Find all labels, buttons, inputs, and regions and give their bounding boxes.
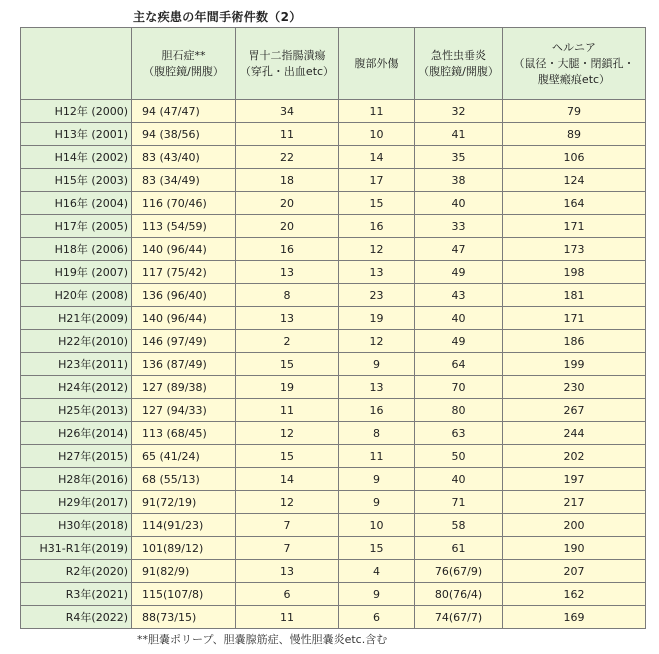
cell-ulcer: 22 (236, 146, 339, 169)
cell-hernia: 124 (503, 169, 646, 192)
cell-appendicitis: 33 (415, 215, 503, 238)
cell-gallstone: 116 (70/46) (132, 192, 236, 215)
cell-appendicitis: 80(76/4) (415, 583, 503, 606)
cell-hernia: 267 (503, 399, 646, 422)
cell-gallstone: 114(91/23) (132, 514, 236, 537)
table-row (21, 399, 646, 422)
header-appendicitis-line2: （腹腔鏡/開腹） (418, 64, 499, 78)
cell-hernia: 89 (503, 123, 646, 146)
cell-trauma: 13 (339, 376, 415, 399)
cell-appendicitis: 32 (415, 100, 503, 123)
cell-ulcer: 15 (236, 353, 339, 376)
cell-appendicitis: 64 (415, 353, 503, 376)
cell-ulcer: 15 (236, 445, 339, 468)
cell-ulcer: 2 (236, 330, 339, 353)
cell-gallstone: 113 (54/59) (132, 215, 236, 238)
table-row (21, 422, 646, 445)
cell-gallstone: 127 (94/33) (132, 399, 236, 422)
cell-hernia: 230 (503, 376, 646, 399)
cell-gallstone: 115(107/8) (132, 583, 236, 606)
cell-ulcer: 7 (236, 514, 339, 537)
cell-gallstone: 91(72/19) (132, 491, 236, 514)
header-hernia (503, 28, 646, 100)
cell-hernia: 164 (503, 192, 646, 215)
header-trauma (339, 28, 415, 100)
header-ulcer (236, 28, 339, 100)
cell-gallstone: 88(73/15) (132, 606, 236, 629)
cell-appendicitis: 40 (415, 192, 503, 215)
cell-gallstone: 117 (75/42) (132, 261, 236, 284)
cell-ulcer: 16 (236, 238, 339, 261)
cell-trauma: 11 (339, 100, 415, 123)
cell-trauma: 4 (339, 560, 415, 583)
table-row (21, 169, 646, 192)
cell-hernia: 162 (503, 583, 646, 606)
cell-year: H31-R1年(2019) (21, 537, 132, 560)
cell-hernia: 169 (503, 606, 646, 629)
cell-appendicitis: 71 (415, 491, 503, 514)
cell-gallstone: 146 (97/49) (132, 330, 236, 353)
cell-appendicitis: 35 (415, 146, 503, 169)
cell-gallstone: 94 (38/56) (132, 123, 236, 146)
cell-hernia: 217 (503, 491, 646, 514)
cell-trauma: 13 (339, 261, 415, 284)
table-row (21, 284, 646, 307)
cell-ulcer: 6 (236, 583, 339, 606)
cell-appendicitis: 58 (415, 514, 503, 537)
cell-gallstone: 127 (89/38) (132, 376, 236, 399)
table-row (21, 330, 646, 353)
cell-ulcer: 12 (236, 491, 339, 514)
cell-gallstone: 94 (47/47) (132, 100, 236, 123)
cell-year: H13年 (2001) (21, 123, 132, 146)
cell-year: H15年 (2003) (21, 169, 132, 192)
cell-ulcer: 13 (236, 307, 339, 330)
cell-appendicitis: 80 (415, 399, 503, 422)
cell-gallstone: 91(82/9) (132, 560, 236, 583)
cell-trauma: 16 (339, 399, 415, 422)
cell-ulcer: 19 (236, 376, 339, 399)
cell-year: H27年(2015) (21, 445, 132, 468)
header-ulcer-line2: （穿孔・出血etc） (239, 64, 335, 78)
table-row (21, 215, 646, 238)
table-row (21, 491, 646, 514)
cell-ulcer: 8 (236, 284, 339, 307)
table-row (21, 307, 646, 330)
cell-trauma: 15 (339, 192, 415, 215)
table-row (21, 238, 646, 261)
cell-hernia: 171 (503, 307, 646, 330)
cell-appendicitis: 47 (415, 238, 503, 261)
cell-year: H26年(2014) (21, 422, 132, 445)
cell-hernia: 181 (503, 284, 646, 307)
cell-year: H23年(2011) (21, 353, 132, 376)
cell-gallstone: 83 (43/40) (132, 146, 236, 169)
cell-ulcer: 11 (236, 123, 339, 146)
cell-appendicitis: 41 (415, 123, 503, 146)
cell-trauma: 9 (339, 468, 415, 491)
table-row (21, 537, 646, 560)
cell-trauma: 8 (339, 422, 415, 445)
table-row (21, 606, 646, 629)
cell-trauma: 9 (339, 353, 415, 376)
surgery-count-table (20, 27, 646, 629)
cell-year: H20年 (2008) (21, 284, 132, 307)
cell-ulcer: 11 (236, 399, 339, 422)
cell-trauma: 9 (339, 491, 415, 514)
page-title: 主な疾患の年間手術件数（2） (133, 10, 302, 24)
cell-year: H17年 (2005) (21, 215, 132, 238)
cell-gallstone: 101(89/12) (132, 537, 236, 560)
cell-year: H18年 (2006) (21, 238, 132, 261)
cell-appendicitis: 74(67/7) (415, 606, 503, 629)
table-row (21, 123, 646, 146)
table-body (21, 100, 646, 629)
cell-trauma: 10 (339, 123, 415, 146)
cell-hernia: 106 (503, 146, 646, 169)
table-row (21, 100, 646, 123)
cell-year: H30年(2018) (21, 514, 132, 537)
cell-year: H19年 (2007) (21, 261, 132, 284)
header-hernia-line2: （鼠径・大腿・閉鎖孔・ (513, 56, 635, 70)
cell-trauma: 6 (339, 606, 415, 629)
table-row (21, 560, 646, 583)
header-gallstone-line2: （腹腔鏡/開腹） (143, 64, 224, 78)
footnote: **胆嚢ポリープ、胆嚢腺筋症、慢性胆嚢炎etc.含む (137, 633, 388, 646)
table-row (21, 376, 646, 399)
cell-appendicitis: 49 (415, 261, 503, 284)
cell-gallstone: 83 (34/49) (132, 169, 236, 192)
table-row (21, 353, 646, 376)
cell-hernia: 173 (503, 238, 646, 261)
cell-gallstone: 68 (55/13) (132, 468, 236, 491)
cell-appendicitis: 50 (415, 445, 503, 468)
cell-appendicitis: 61 (415, 537, 503, 560)
table-header-row (21, 28, 646, 100)
cell-gallstone: 136 (96/40) (132, 284, 236, 307)
cell-ulcer: 18 (236, 169, 339, 192)
cell-appendicitis: 40 (415, 307, 503, 330)
cell-appendicitis: 70 (415, 376, 503, 399)
cell-trauma: 14 (339, 146, 415, 169)
header-ulcer-line1: 胃十二指腸潰瘍 (248, 48, 326, 62)
table-row (21, 583, 646, 606)
cell-year: R4年(2022) (21, 606, 132, 629)
cell-trauma: 15 (339, 537, 415, 560)
header-trauma-line1: 腹部外傷 (354, 56, 399, 70)
cell-gallstone: 136 (87/49) (132, 353, 236, 376)
cell-appendicitis: 40 (415, 468, 503, 491)
cell-appendicitis: 49 (415, 330, 503, 353)
table-row (21, 192, 646, 215)
cell-year: H28年(2016) (21, 468, 132, 491)
cell-ulcer: 12 (236, 422, 339, 445)
cell-hernia: 199 (503, 353, 646, 376)
table-row (21, 261, 646, 284)
header-hernia-line1: ヘルニア (552, 40, 596, 54)
cell-gallstone: 140 (96/44) (132, 307, 236, 330)
cell-hernia: 186 (503, 330, 646, 353)
header-gallstone-line1: 胆石症** (161, 48, 206, 62)
cell-year: H24年(2012) (21, 376, 132, 399)
cell-trauma: 12 (339, 238, 415, 261)
cell-ulcer: 13 (236, 560, 339, 583)
table-row (21, 514, 646, 537)
cell-trauma: 23 (339, 284, 415, 307)
cell-ulcer: 20 (236, 192, 339, 215)
cell-hernia: 207 (503, 560, 646, 583)
cell-year: H22年(2010) (21, 330, 132, 353)
cell-year: H12年 (2000) (21, 100, 132, 123)
cell-trauma: 12 (339, 330, 415, 353)
cell-gallstone: 113 (68/45) (132, 422, 236, 445)
cell-hernia: 200 (503, 514, 646, 537)
cell-hernia: 202 (503, 445, 646, 468)
cell-appendicitis: 38 (415, 169, 503, 192)
cell-trauma: 16 (339, 215, 415, 238)
cell-year: H14年 (2002) (21, 146, 132, 169)
cell-year: H25年(2013) (21, 399, 132, 422)
cell-trauma: 10 (339, 514, 415, 537)
cell-gallstone: 140 (96/44) (132, 238, 236, 261)
table-row (21, 146, 646, 169)
cell-trauma: 17 (339, 169, 415, 192)
cell-hernia: 244 (503, 422, 646, 445)
cell-ulcer: 20 (236, 215, 339, 238)
cell-year: H29年(2017) (21, 491, 132, 514)
cell-hernia: 197 (503, 468, 646, 491)
header-year (21, 28, 132, 100)
table-row (21, 445, 646, 468)
cell-hernia: 171 (503, 215, 646, 238)
cell-appendicitis: 43 (415, 284, 503, 307)
cell-ulcer: 14 (236, 468, 339, 491)
header-appendicitis-line1: 急性虫垂炎 (431, 48, 486, 62)
cell-ulcer: 7 (236, 537, 339, 560)
cell-trauma: 19 (339, 307, 415, 330)
cell-trauma: 11 (339, 445, 415, 468)
cell-appendicitis: 76(67/9) (415, 560, 503, 583)
header-appendicitis (415, 28, 503, 100)
cell-ulcer: 13 (236, 261, 339, 284)
header-hernia-line3: 腹壁瘢痕etc） (537, 72, 611, 86)
cell-year: R2年(2020) (21, 560, 132, 583)
cell-ulcer: 11 (236, 606, 339, 629)
cell-ulcer: 34 (236, 100, 339, 123)
header-gallstone (132, 28, 236, 100)
cell-year: R3年(2021) (21, 583, 132, 606)
cell-year: H21年(2009) (21, 307, 132, 330)
cell-hernia: 198 (503, 261, 646, 284)
table-row (21, 468, 646, 491)
cell-trauma: 9 (339, 583, 415, 606)
cell-appendicitis: 63 (415, 422, 503, 445)
cell-hernia: 79 (503, 100, 646, 123)
cell-hernia: 190 (503, 537, 646, 560)
cell-year: H16年 (2004) (21, 192, 132, 215)
cell-gallstone: 65 (41/24) (132, 445, 236, 468)
